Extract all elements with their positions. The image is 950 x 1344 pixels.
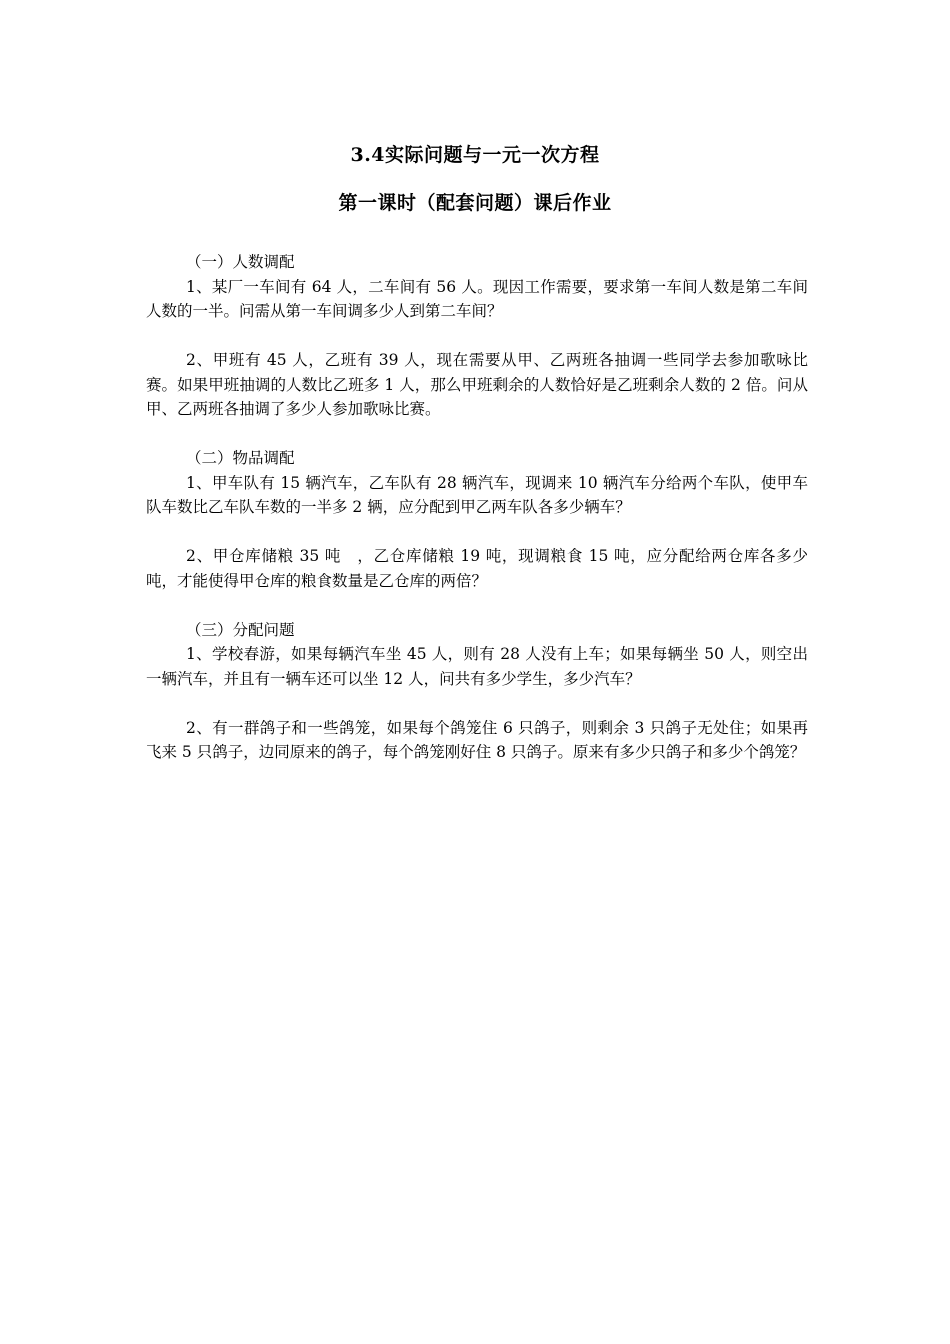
problem-distribution-1: 1、学校春游，如果每辆汽车坐 45 人，则有 28 人没有上车；如果每辆坐 50 人，则空出一辆汽车，并且有一辆车还可以坐 12 人，问共有多少学生，多少汽车？ [146, 645, 808, 688]
document-body [146, 250, 808, 765]
problem-goods-1: 1、甲车队有 15 辆汽车，乙车队有 28 辆汽车，现调来 10 辆汽车分给两个车队，使甲车队车数比乙车队车数的一半多 2 辆，应分配到甲乙两车队各多少辆车？ [146, 473, 808, 516]
section-heading-distribution: （三）分配问题 [186, 620, 295, 639]
problem-distribution-2: 2、有一群鸽子和一些鸽笼，如果每个鸽笼住 6 只鸽子，则剩余 3 只鸽子无处住；如果再飞来 5 只鸽子，边同原来的鸽子，每个鸽笼刚好住 8 只鸽子。原来有多少只鸽子和多少个鸽笼？ [146, 718, 808, 761]
document-subtitle: 第一课时（配套问题）课后作业 [338, 192, 612, 214]
document-title: 3.4实际问题与一元一次方程 [350, 144, 600, 166]
section-heading-personnel: （一）人数调配 [186, 253, 295, 271]
problem-personnel-1: 1、某厂一车间有 64 人，二车间有 56 人。现因工作需要，要求第一车间人数是第二车间人数的一半。问需从第一车间调多少人到第二车间？ [146, 277, 808, 320]
section-heading-goods: （二）物品调配 [186, 449, 295, 467]
problem-personnel-2: 2、甲班有 45 人，乙班有 39 人，现在需要从甲、乙两班各抽调一些同学去参加歌咏比赛。如果甲班抽调的人数比乙班多 1 人，那么甲班剩余的人数恰好是乙班剩余人数的 2 倍。问从甲、乙两班各抽调了多少人参加歌咏比赛。 [146, 351, 808, 418]
problem-goods-2: 2、甲仓库储粮 35 吨 ，乙仓库储粮 19 吨，现调粮食 15 吨，应分配给两仓库各多少吨，才能使得甲仓库的粮食数量是乙仓库的两倍？ [146, 547, 808, 590]
